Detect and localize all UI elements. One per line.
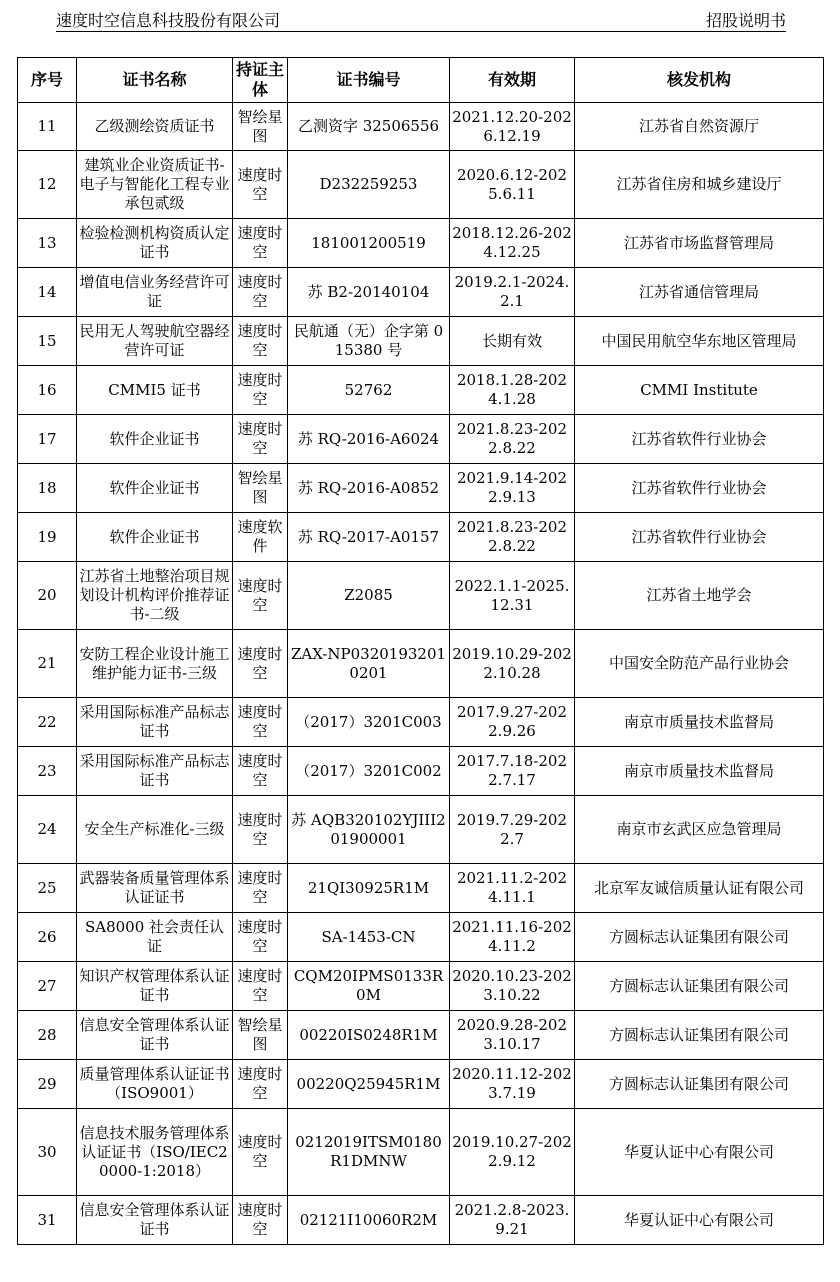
cell-validity: 长期有效 — [450, 317, 575, 366]
cell-code: 0212019ITSM0180R1DMNW — [288, 1109, 450, 1196]
table-row — [18, 1060, 824, 1109]
table-row — [18, 962, 824, 1011]
table-row — [18, 864, 824, 913]
cell-validity: 2022.1.1-2025.12.31 — [450, 562, 575, 630]
cell-no: 27 — [18, 962, 77, 1011]
cell-no: 14 — [18, 268, 77, 317]
cell-name: 信息安全管理体系认证证书 — [77, 1196, 233, 1245]
table-row — [18, 562, 824, 630]
cell-holder: 速度时空 — [233, 415, 288, 464]
table-row — [18, 630, 824, 698]
column-header-issuer: 核发机构 — [575, 58, 824, 103]
header-company: 速度时空信息科技股份有限公司 — [56, 11, 281, 30]
cell-no: 20 — [18, 562, 77, 630]
cell-code: 苏 AQB320102YJIII201900001 — [288, 796, 450, 864]
cell-issuer: 江苏省软件行业协会 — [575, 464, 824, 513]
cell-validity: 2020.9.28-2023.10.17 — [450, 1011, 575, 1060]
cell-name: 信息技术服务管理体系认证证书（ISO/IEC20000-1:2018） — [77, 1109, 233, 1196]
cell-holder: 速度时空 — [233, 317, 288, 366]
cell-name: 检验检测机构资质认定证书 — [77, 219, 233, 268]
cell-code: ZAX-NP03201932010201 — [288, 630, 450, 698]
cell-issuer: 北京军友诚信质量认证有限公司 — [575, 864, 824, 913]
cell-code: 21QI30925R1M — [288, 864, 450, 913]
table-row — [18, 317, 824, 366]
cell-no: 28 — [18, 1011, 77, 1060]
cell-code: 00220IS0248R1M — [288, 1011, 450, 1060]
cell-no: 11 — [18, 103, 77, 151]
cell-validity: 2020.6.12-2025.6.11 — [450, 151, 575, 219]
cell-code: 181001200519 — [288, 219, 450, 268]
cell-code: （2017）3201C002 — [288, 747, 450, 796]
cell-no: 30 — [18, 1109, 77, 1196]
cell-validity: 2021.9.14-2022.9.13 — [450, 464, 575, 513]
cell-code: 苏 RQ-2016-A6024 — [288, 415, 450, 464]
cell-holder: 速度时空 — [233, 747, 288, 796]
cell-holder: 速度时空 — [233, 151, 288, 219]
cell-validity: 2021.8.23-2022.8.22 — [450, 513, 575, 562]
table-row — [18, 1196, 824, 1245]
cell-name: CMMI5 证书 — [77, 366, 233, 415]
cell-name: SA8000 社会责任认证 — [77, 913, 233, 962]
cell-issuer: 华夏认证中心有限公司 — [575, 1109, 824, 1196]
page-header — [56, 6, 786, 30]
column-header-no: 序号 — [18, 58, 77, 103]
cell-no: 17 — [18, 415, 77, 464]
cell-issuer: 江苏省通信管理局 — [575, 268, 824, 317]
table-row — [18, 103, 824, 151]
cell-code: 民航通（无）企字第 015380 号 — [288, 317, 450, 366]
cell-issuer: 江苏省土地学会 — [575, 562, 824, 630]
cell-name: 采用国际标准产品标志证书 — [77, 747, 233, 796]
cell-no: 19 — [18, 513, 77, 562]
cell-code: D232259253 — [288, 151, 450, 219]
cell-validity: 2019.7.29-2022.7 — [450, 796, 575, 864]
cell-issuer: CMMI Institute — [575, 366, 824, 415]
cell-holder: 速度时空 — [233, 630, 288, 698]
cell-no: 29 — [18, 1060, 77, 1109]
table-row — [18, 698, 824, 747]
cell-validity: 2018.12.26-2024.12.25 — [450, 219, 575, 268]
cell-name: 软件企业证书 — [77, 513, 233, 562]
cell-name: 安防工程企业设计施工维护能力证书-三级 — [77, 630, 233, 698]
cell-holder: 速度时空 — [233, 366, 288, 415]
table-body — [18, 103, 824, 1245]
cell-holder: 智绘星图 — [233, 464, 288, 513]
cell-no: 12 — [18, 151, 77, 219]
cell-issuer: 江苏省住房和城乡建设厅 — [575, 151, 824, 219]
cell-validity: 2021.11.2-2024.11.1 — [450, 864, 575, 913]
cell-no: 15 — [18, 317, 77, 366]
table-row — [18, 415, 824, 464]
cell-validity: 2019.2.1-2024.2.1 — [450, 268, 575, 317]
cell-holder: 速度时空 — [233, 268, 288, 317]
cell-code: 苏 RQ-2016-A0852 — [288, 464, 450, 513]
cell-no: 24 — [18, 796, 77, 864]
column-header-holder: 持证主体 — [233, 58, 288, 103]
cell-code: CQM20IPMS0133R0M — [288, 962, 450, 1011]
cell-validity: 2017.7.18-2022.7.17 — [450, 747, 575, 796]
cell-holder: 速度时空 — [233, 796, 288, 864]
cell-no: 18 — [18, 464, 77, 513]
cell-name: 民用无人驾驶航空器经营许可证 — [77, 317, 233, 366]
cell-issuer: 中国民用航空华东地区管理局 — [575, 317, 824, 366]
cell-validity: 2019.10.27-2022.9.12 — [450, 1109, 575, 1196]
cell-issuer: 江苏省软件行业协会 — [575, 513, 824, 562]
table-row — [18, 366, 824, 415]
cell-issuer: 方圆标志认证集团有限公司 — [575, 1011, 824, 1060]
cell-validity: 2021.8.23-2022.8.22 — [450, 415, 575, 464]
cell-code: SA-1453-CN — [288, 913, 450, 962]
column-header-name: 证书名称 — [77, 58, 233, 103]
cell-name: 质量管理体系认证证书（ISO9001） — [77, 1060, 233, 1109]
cell-validity: 2021.11.16-2024.11.2 — [450, 913, 575, 962]
cell-issuer: 南京市玄武区应急管理局 — [575, 796, 824, 864]
cell-code: 苏 RQ-2017-A0157 — [288, 513, 450, 562]
table-row — [18, 913, 824, 962]
cell-code: Z2085 — [288, 562, 450, 630]
cell-code: 乙测资字 32506556 — [288, 103, 450, 151]
cell-code: （2017）3201C003 — [288, 698, 450, 747]
cell-no: 31 — [18, 1196, 77, 1245]
table-row — [18, 513, 824, 562]
cell-no: 22 — [18, 698, 77, 747]
cell-validity: 2018.1.28-2024.1.28 — [450, 366, 575, 415]
cell-validity: 2020.10.23-2023.10.22 — [450, 962, 575, 1011]
cell-issuer: 南京市质量技术监督局 — [575, 747, 824, 796]
cell-holder: 智绘星图 — [233, 103, 288, 151]
table-header-row — [18, 58, 824, 103]
cell-holder: 速度时空 — [233, 913, 288, 962]
cell-issuer: 江苏省市场监督管理局 — [575, 219, 824, 268]
cell-code: 02121I10060R2M — [288, 1196, 450, 1245]
table-row — [18, 1011, 824, 1060]
table-row — [18, 268, 824, 317]
cell-name: 武器装备质量管理体系认证证书 — [77, 864, 233, 913]
cell-issuer: 江苏省自然资源厅 — [575, 103, 824, 151]
header-doc-type: 招股说明书 — [705, 11, 786, 30]
cell-issuer: 江苏省软件行业协会 — [575, 415, 824, 464]
cell-name: 知识产权管理体系认证证书 — [77, 962, 233, 1011]
table-row — [18, 796, 824, 864]
cell-name: 采用国际标准产品标志证书 — [77, 698, 233, 747]
cell-no: 26 — [18, 913, 77, 962]
cell-issuer: 中国安全防范产品行业协会 — [575, 630, 824, 698]
cell-validity: 2021.12.20-2026.12.19 — [450, 103, 575, 151]
cell-no: 13 — [18, 219, 77, 268]
cell-holder: 智绘星图 — [233, 1011, 288, 1060]
certificate-table — [17, 57, 824, 1245]
table-row — [18, 151, 824, 219]
cell-holder: 速度时空 — [233, 962, 288, 1011]
cell-no: 16 — [18, 366, 77, 415]
cell-holder: 速度时空 — [233, 1196, 288, 1245]
cell-issuer: 南京市质量技术监督局 — [575, 698, 824, 747]
cell-code: 苏 B2-20140104 — [288, 268, 450, 317]
cell-name: 安全生产标准化-三级 — [77, 796, 233, 864]
cell-validity: 2020.11.12-2023.7.19 — [450, 1060, 575, 1109]
table-row — [18, 747, 824, 796]
cell-no: 25 — [18, 864, 77, 913]
cell-no: 21 — [18, 630, 77, 698]
header-divider — [56, 31, 786, 32]
cell-holder: 速度时空 — [233, 1060, 288, 1109]
cell-issuer: 方圆标志认证集团有限公司 — [575, 962, 824, 1011]
cell-issuer: 方圆标志认证集团有限公司 — [575, 1060, 824, 1109]
cell-holder: 速度时空 — [233, 562, 288, 630]
cell-name: 信息安全管理体系认证证书 — [77, 1011, 233, 1060]
cell-name: 乙级测绘资质证书 — [77, 103, 233, 151]
cell-validity: 2021.2.8-2023.9.21 — [450, 1196, 575, 1245]
cell-code: 00220Q25945R1M — [288, 1060, 450, 1109]
table-row — [18, 464, 824, 513]
cell-name: 软件企业证书 — [77, 415, 233, 464]
cell-holder: 速度软件 — [233, 513, 288, 562]
cell-holder: 速度时空 — [233, 864, 288, 913]
cell-holder: 速度时空 — [233, 219, 288, 268]
cell-validity: 2017.9.27-2022.9.26 — [450, 698, 575, 747]
cell-issuer: 华夏认证中心有限公司 — [575, 1196, 824, 1245]
cell-validity: 2019.10.29-2022.10.28 — [450, 630, 575, 698]
table-row — [18, 219, 824, 268]
cell-name: 江苏省土地整治项目规划设计机构评价推荐证书-二级 — [77, 562, 233, 630]
column-header-code: 证书编号 — [288, 58, 450, 103]
cell-holder: 速度时空 — [233, 698, 288, 747]
table-row — [18, 1109, 824, 1196]
column-header-validity: 有效期 — [450, 58, 575, 103]
cell-name: 建筑业企业资质证书-电子与智能化工程专业承包贰级 — [77, 151, 233, 219]
cell-issuer: 方圆标志认证集团有限公司 — [575, 913, 824, 962]
cell-name: 增值电信业务经营许可证 — [77, 268, 233, 317]
cell-name: 软件企业证书 — [77, 464, 233, 513]
cell-code: 52762 — [288, 366, 450, 415]
cell-no: 23 — [18, 747, 77, 796]
cell-holder: 速度时空 — [233, 1109, 288, 1196]
